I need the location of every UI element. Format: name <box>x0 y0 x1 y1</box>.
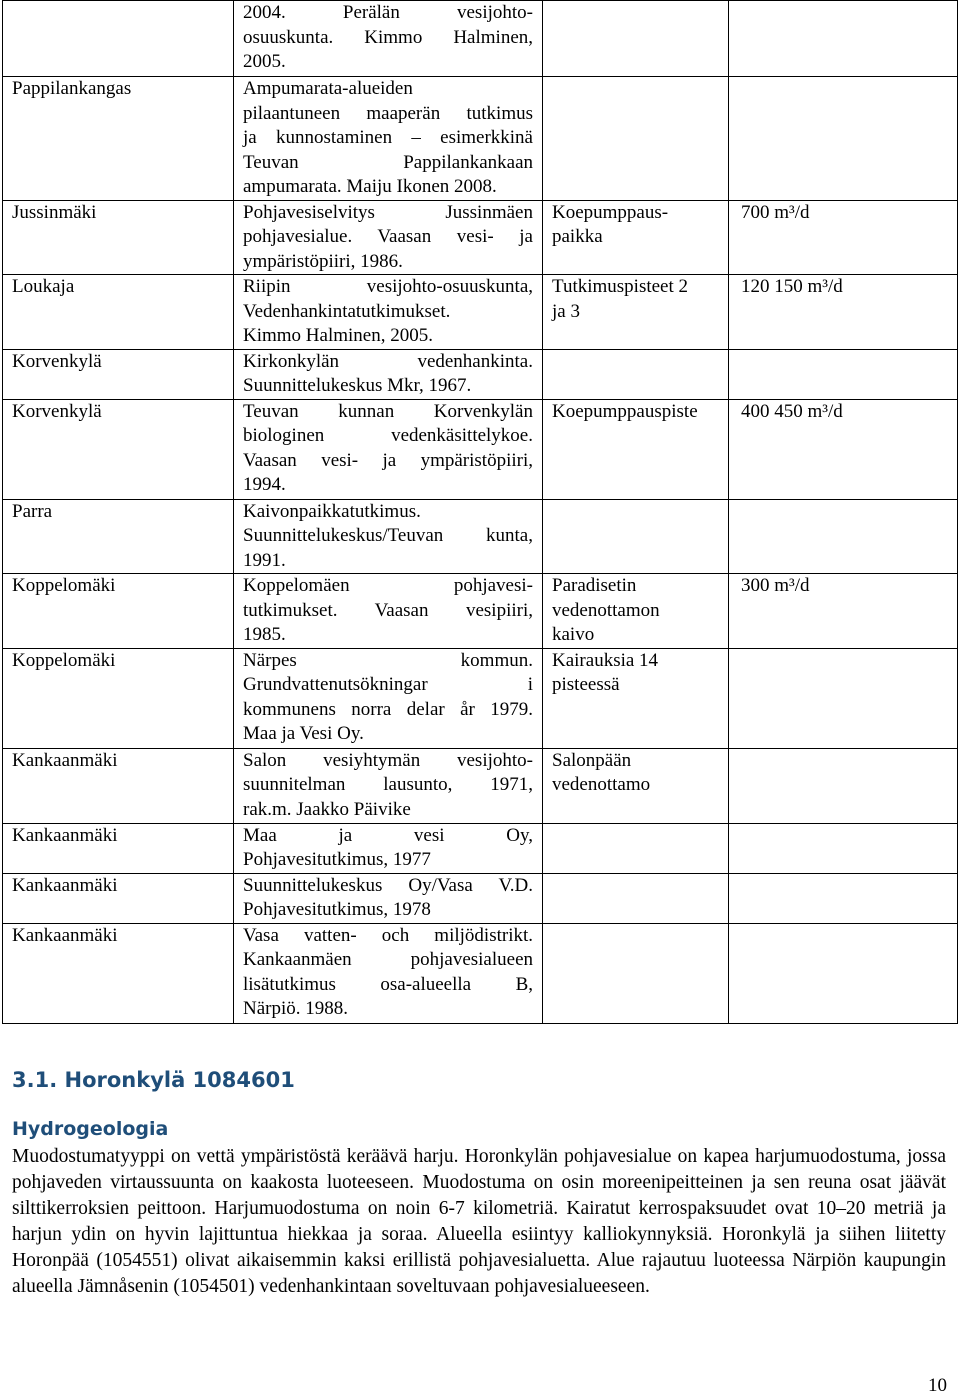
sampling-point-line: paikka <box>552 226 603 247</box>
description-line: Vedenhankintatutkimukset. <box>243 300 451 322</box>
description-line: Salon vesiyhtymän vesijohto- <box>243 749 533 771</box>
description-line: suunnitelman lausunto, 1971, <box>243 774 533 795</box>
table-row <box>3 200 958 275</box>
description-line: Ampumarata-alueiden <box>243 78 413 99</box>
sampling-point-line: Koepumppauspiste <box>552 400 698 422</box>
study-description-cell <box>234 200 543 275</box>
description-line: Koppelomäen pohjavesi- <box>243 575 533 596</box>
table-row <box>3 77 958 201</box>
yield-cell: 300 m³/d <box>729 574 958 649</box>
yield-cell: 700 m³/d <box>729 200 958 275</box>
description-line: osuuskunta. Kimmo Halminen, <box>243 26 533 48</box>
description-line: Kirkonkylän vedenhankinta. <box>243 350 533 372</box>
area-cell: Korvenkylä <box>3 399 234 499</box>
table-row <box>3 499 958 574</box>
table-row <box>3 1 958 77</box>
yield-cell <box>729 923 958 1023</box>
description-line: Grundvattenutsökningar i <box>243 674 533 695</box>
description-line: 2004. Perälän vesijohto- <box>243 2 533 23</box>
sampling-point-cell <box>543 648 729 748</box>
sampling-point-cell <box>543 923 729 1023</box>
page-number: 10 <box>928 1375 947 1396</box>
yield-cell <box>729 1 958 77</box>
area-cell: Jussinmäki <box>3 200 234 275</box>
study-description-cell <box>234 499 543 574</box>
table-row <box>3 574 958 649</box>
description-line: Pohjavesitutkimus, 1977 <box>243 849 431 870</box>
body-paragraph: Muodostumatyyppi on vettä ympäristöstä keräävä harju. Horonkylän pohjavesialue on kapea harjumuodostuma, jossa pohjaveden virtaussuunta on kaakosta luoteeseen. Muodostuma on osin moreenipeitteinen ja sen reuna osat jäävät silttikerroksien peittoon. Harjumuodostuma on noin 6-7 kilometriä. Kairatut kerrospaksuudet ovat 10–20 metriä ja harjun ydin on hyvin lajittuntua hiekkaa ja soraa. Alueella esiintyy kalliokynnyksiä. Horonkylä ja siihen liitetty Horonpää (1054551) olivat aikaisemmin kaksi erillistä pohjavesialuetta. Alue rajautuu luoteessa Närpiön kaupungin alueella Jämnåsenin (1054501) vedenhankintaan soveltuvaan pohjavesialueeseen. <box>12 1146 946 1297</box>
description-line: Kankaanmäen pohjavesialueen <box>243 949 533 970</box>
sampling-point-cell <box>543 499 729 574</box>
description-line: 1991. <box>243 549 286 571</box>
description-line: rak.m. Jaakko Päivike <box>243 798 411 820</box>
description-line: pilaantuneen maaperän tutkimus <box>243 102 533 124</box>
description-line: Riipin vesijohto-osuuskunta, <box>243 276 533 297</box>
table-row <box>3 873 958 923</box>
reference-table <box>2 0 958 1024</box>
area-cell: Pappilankangas <box>3 77 234 201</box>
description-line: tutkimukset. Vaasan vesipiiri, <box>243 599 533 621</box>
description-line: pohjavesialue. Vaasan vesi- ja <box>243 226 533 247</box>
study-description-cell <box>234 873 543 923</box>
yield-cell: 120 150 m³/d <box>729 275 958 350</box>
yield-cell <box>729 349 958 399</box>
description-line: ympäristöpiiri, 1986. <box>243 250 403 272</box>
description-line: Suunnittelukeskus Oy/Vasa V.D. <box>243 874 533 896</box>
description-line: Kaivonpaikkatutkimus. <box>243 500 421 522</box>
area-cell: Kankaanmäki <box>3 873 234 923</box>
description-line: ampumarata. Maiju Ikonen 2008. <box>243 176 497 197</box>
sampling-point-line: vedenottamon <box>552 599 660 621</box>
sampling-point-line: Tutkimuspisteet 2 <box>552 276 689 297</box>
table-row <box>3 275 958 350</box>
description-line: Maa ja vesi Oy, <box>243 824 533 846</box>
table-row <box>3 923 958 1023</box>
table-row <box>3 823 958 873</box>
description-line: 1994. <box>243 474 286 495</box>
description-line: ja kunnostaminen – esimerkkinä <box>243 127 533 148</box>
description-line: 1985. <box>243 624 286 645</box>
description-line: Vasa vatten- och miljödistrikt. <box>243 924 533 946</box>
sampling-point-line: vedenottamo <box>552 774 651 795</box>
area-cell: Loukaja <box>3 275 234 350</box>
area-cell <box>3 1 234 77</box>
table-row <box>3 748 958 823</box>
sampling-point-line: ja 3 <box>552 300 580 322</box>
description-line: Kimmo Halminen, 2005. <box>243 325 433 346</box>
study-description-cell <box>234 648 543 748</box>
yield-cell <box>729 77 958 201</box>
description-line: Pohjavesiselvitys Jussinmäen <box>243 201 533 223</box>
study-description-cell <box>234 275 543 350</box>
description-line: kommunens norra delar år 1979. <box>243 698 533 720</box>
sampling-point-cell <box>543 200 729 275</box>
area-cell: Koppelomäki <box>3 648 234 748</box>
study-description-cell <box>234 748 543 823</box>
area-cell: Parra <box>3 499 234 574</box>
sampling-point-line: Kairauksia 14 <box>552 649 659 671</box>
yield-cell <box>729 648 958 748</box>
area-cell: Koppelomäki <box>3 574 234 649</box>
sampling-point-line: Paradisetin <box>552 575 637 596</box>
yield-cell <box>729 499 958 574</box>
description-line: Närpiö. 1988. <box>243 998 349 1019</box>
description-line: biologinen vedenkäsittelykoe. <box>243 425 533 446</box>
sampling-point-cell <box>543 77 729 201</box>
table-row <box>3 349 958 399</box>
table-row <box>3 648 958 748</box>
study-description-cell <box>234 399 543 499</box>
sampling-point-line: kaivo <box>552 624 595 645</box>
study-description-cell <box>234 77 543 201</box>
description-line: Pohjavesitutkimus, 1978 <box>243 899 431 920</box>
sub-heading: Hydrogeologia <box>12 1118 169 1140</box>
sampling-point-cell <box>543 748 729 823</box>
sampling-point-cell <box>543 275 729 350</box>
section-heading: 3.1. Horonkylä 1084601 <box>12 1068 295 1092</box>
study-description-cell <box>234 1 543 77</box>
description-line: Suunnittelukeskus/Teuvan kunta, <box>243 525 533 546</box>
area-cell: Kankaanmäki <box>3 748 234 823</box>
sampling-point-cell <box>543 1 729 77</box>
description-line: 2005. <box>243 51 286 72</box>
yield-cell <box>729 748 958 823</box>
description-line: Suunnittelukeskus Mkr, 1967. <box>243 375 472 396</box>
description-line: Teuvan kunnan Korvenkylän <box>243 400 533 422</box>
area-cell: Korvenkylä <box>3 349 234 399</box>
sampling-point-cell <box>543 399 729 499</box>
yield-cell <box>729 823 958 873</box>
sampling-point-line: Koepumppaus- <box>552 201 669 223</box>
study-description-cell <box>234 823 543 873</box>
area-cell: Kankaanmäki <box>3 923 234 1023</box>
sampling-point-cell <box>543 873 729 923</box>
study-description-cell <box>234 923 543 1023</box>
description-line: Vaasan vesi- ja ympäristöpiiri, <box>243 449 533 471</box>
yield-cell <box>729 873 958 923</box>
area-cell: Kankaanmäki <box>3 823 234 873</box>
yield-cell: 400 450 m³/d <box>729 399 958 499</box>
sampling-point-cell <box>543 823 729 873</box>
sampling-point-cell <box>543 574 729 649</box>
table-row <box>3 399 958 499</box>
sampling-point-line: pisteessä <box>552 674 620 695</box>
description-line: lisätutkimus osa-alueella B, <box>243 973 533 995</box>
study-description-cell <box>234 574 543 649</box>
description-line: Teuvan Pappilankankaan <box>243 151 533 173</box>
sampling-point-cell <box>543 349 729 399</box>
study-description-cell <box>234 349 543 399</box>
sampling-point-line: Salonpään <box>552 749 632 771</box>
description-line: Närpes kommun. <box>243 649 533 671</box>
description-line: Maa ja Vesi Oy. <box>243 723 364 744</box>
